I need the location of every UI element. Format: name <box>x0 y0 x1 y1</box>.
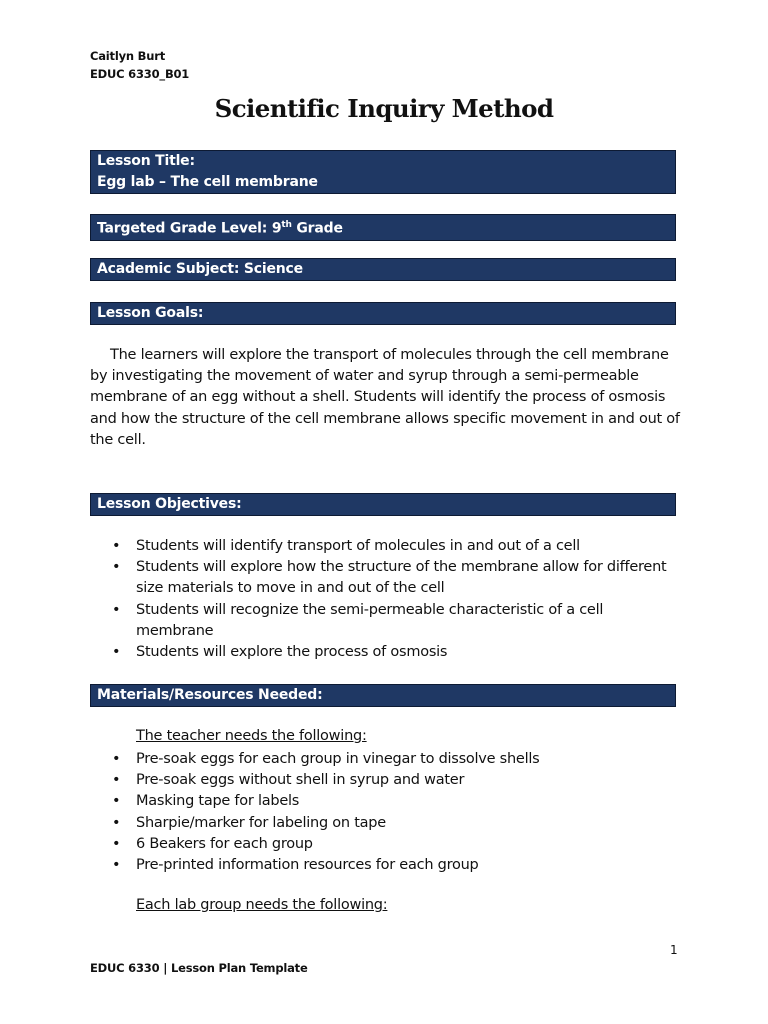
list-item: • 6 Beakers for each group <box>90 834 682 855</box>
lesson-title-band <box>90 150 676 194</box>
lesson-goals-band <box>90 302 676 325</box>
page-footer: EDUC 6330 | Lesson Plan Template <box>90 961 308 975</box>
document-title: Scientific Inquiry Method <box>214 94 554 123</box>
list-item: • Sharpie/marker for labeling on tape <box>90 813 682 834</box>
page-number: 1 <box>670 943 678 957</box>
materials-heading: Materials/Resources Needed: <box>97 687 323 703</box>
list-item: • Pre-soak eggs for each group in vinegar to dissolve shells <box>90 749 682 770</box>
materials-band <box>90 684 676 707</box>
teacher-needs-list <box>90 749 682 876</box>
list-item: • Pre-printed information resources for each group <box>90 855 682 876</box>
lesson-goals-text: The learners will explore the transport of molecules through the cell membrane by investigating the movement of water and syrup through a semi-permeable membrane of an egg without a shell. Students will identify the process of osmosis and how the structure of the cell membrane allows specific movement in and out of the cell. <box>90 347 680 448</box>
teacher-needs-label: The teacher needs the following: <box>136 728 367 744</box>
lesson-goals-heading: Lesson Goals: <box>97 305 204 321</box>
list-item: • Students will identify transport of molecules in and out of a cell <box>90 536 682 557</box>
list-item: • Masking tape for labels <box>90 791 682 812</box>
lesson-title-value: Egg lab – The cell membrane <box>97 174 318 190</box>
grade-level-band <box>90 214 676 241</box>
lesson-title-label: Lesson Title: <box>97 153 195 169</box>
list-item: • Students will explore how the structure of the membrane allow for different size materials to move in and out of the cell <box>90 557 682 599</box>
objectives-list <box>90 536 682 663</box>
list-item: • Students will explore the process of osmosis <box>90 642 682 663</box>
grade-level-label: Targeted Grade Level: 9 <box>97 220 282 237</box>
lesson-objectives-heading: Lesson Objectives: <box>97 496 242 512</box>
course-code: EDUC 6330_B01 <box>90 67 190 81</box>
academic-subject-label: Academic Subject: Science <box>97 261 303 277</box>
author-name: Caitlyn Burt <box>90 49 165 63</box>
grade-level-suffix: Grade <box>291 220 343 237</box>
lesson-goals-paragraph <box>90 345 682 451</box>
lesson-objectives-band <box>90 493 676 516</box>
group-needs-label: Each lab group needs the following: <box>136 897 388 913</box>
academic-subject-band <box>90 258 676 281</box>
list-item: • Students will recognize the semi-permeable characteristic of a cell membrane <box>90 600 682 642</box>
author-block <box>90 47 189 83</box>
grade-level-ordinal: th <box>281 220 292 230</box>
list-item: • Pre-soak eggs without shell in syrup and water <box>90 770 682 791</box>
